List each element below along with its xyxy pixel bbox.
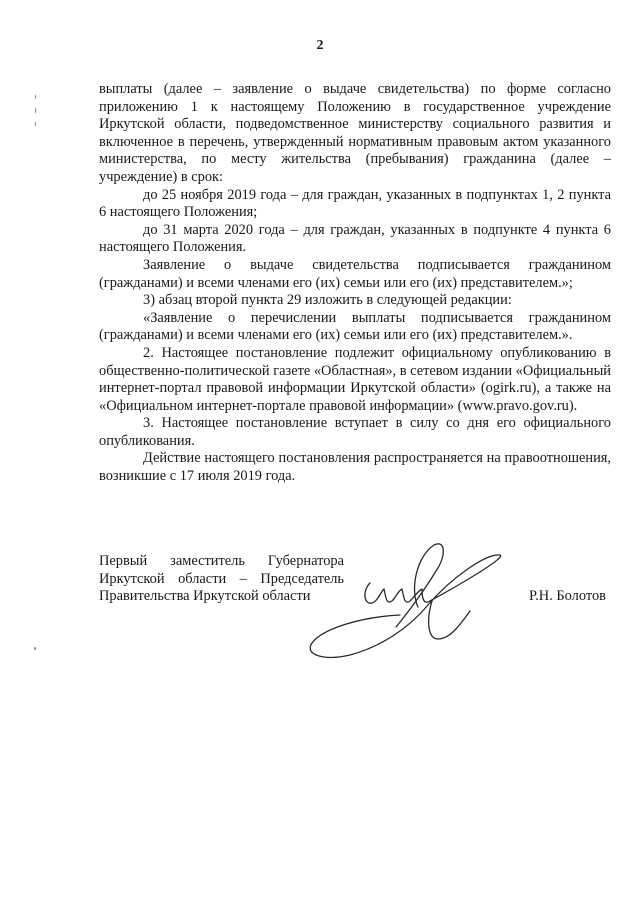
- paragraph-6: «Заявление о перечислении выплаты подписывается гражданином (гражданами) и всеми членами его (их) семьи или его (их) представителем.».: [99, 309, 611, 344]
- paragraph-2: до 25 ноября 2019 года – для граждан, указанных в подпунктах 1, 2 пункта 6 настоящего Положения;: [99, 186, 611, 221]
- paragraph-4: Заявление о выдаче свидетельства подписывается гражданином (гражданами) и всеми членами его (их) семьи или его (их) представителем.»;: [99, 256, 611, 291]
- handwritten-signature: [300, 535, 510, 665]
- signatory-title-line: Правительства Иркутской области: [99, 588, 311, 605]
- paragraph-8: 3. Настоящее постановление вступает в силу со дня его официального опубликования.: [99, 415, 611, 449]
- signatory-title-line: Иркутской области – Председатель: [99, 570, 344, 587]
- signatory-title-line: Первый заместитель Губернатора: [99, 553, 344, 569]
- scan-speck: [35, 95, 36, 99]
- scan-speck: [35, 122, 36, 126]
- paragraph-1: выплаты (далее – заявление о выдаче свидетельства) по форме согласно приложению 1 к настоящему Положению в государственное учреждение Иркутской области, подведомственное министерству социального развития и включенное в перечень, утвержденный нормативным правовым актом указанного министерства, по месту жительства (пребывания) гражданина (далее – учреждение) в срок:: [99, 81, 611, 185]
- scan-speck: [35, 108, 36, 113]
- signatory-name: Р.Н. Болотов: [529, 588, 606, 604]
- page-number: 2: [316, 38, 324, 53]
- scan-speck: [34, 647, 36, 650]
- paragraph-5: 3) абзац второй пункта 29 изложить в следующей редакции:: [143, 292, 512, 309]
- paragraph-7: 2. Настоящее постановление подлежит официальному опубликованию в общественно-политической газете «Областная», в сетевом издании «Официальный интернет-портал правовой информации Иркутской области» (ogirk.ru), а также на «Официальном интернет-портале правовой информации» (www.pravo.gov.ru).: [99, 344, 611, 414]
- paragraph-9: Действие настоящего постановления распространяется на правоотношения, возникшие с 17 июля 2019 года.: [99, 450, 611, 485]
- document-body: [99, 81, 611, 486]
- paragraph-3: до 31 марта 2020 года – для граждан, указанных в подпункте 4 пункта 6 настоящего Положения.: [99, 221, 611, 256]
